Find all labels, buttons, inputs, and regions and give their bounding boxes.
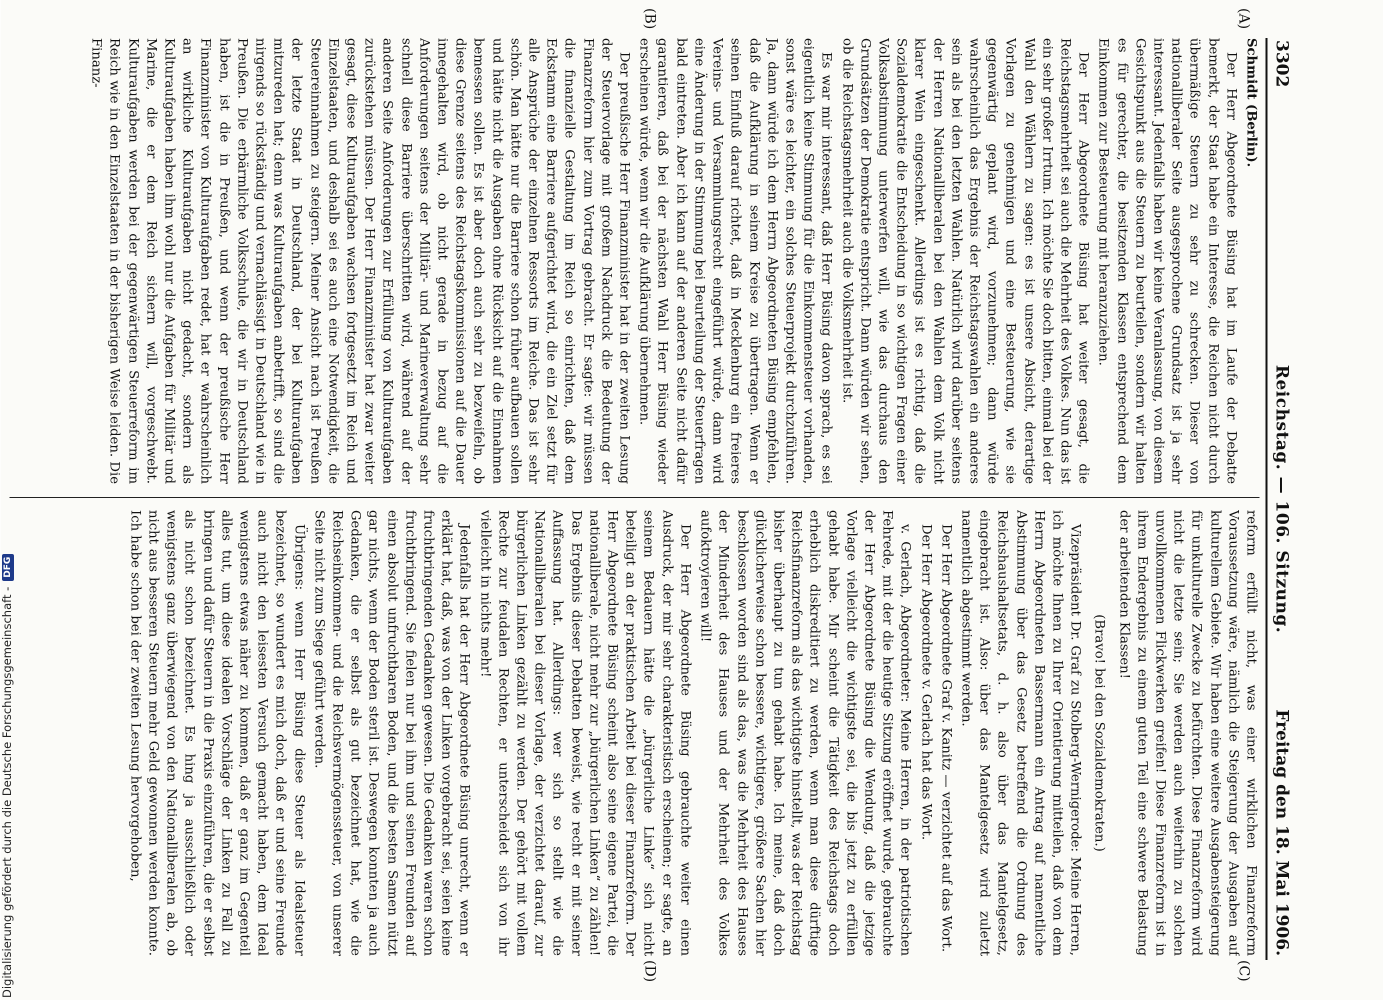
- paragraph: Der Herr Abgeordnete Büsing hat im Laufe der Debatte bemerkt, der Staat habe ein Interesse, die Reichen nicht durch übermäßige Steuern zu sehr zu schrecken. Dieser von nationalliberaler Seite ausgesprochene Grundsatz ist ja sehr interessant. Jedenfalls haben wir keine Veranlassung, von diesem Gesichtspunkt aus die Steuern zu beurteilen, sondern wir halten es für gerechter, die besitzenden Klassen entsprechend dem Einkommen zur Besteuerung mit heranzuziehen.: [1095, 38, 1238, 484]
- paragraph: Vizepräsident Dr. Graf zu Stolberg-Wernigerode: Meine Herren, ich möchte Ihnen zu Ihrer Orientierung mitteilen, daß von dem Herrn Abgeordneten Bassermann ein Antrag auf namentliche Abstimmung über das Gesetz betreffend die Ordnung des Reichshaushaltsetats, d. h. also über das Mantelgesetz, eingebracht ist. Also: über das Mantelgesetz wird zuletzt namentlich abgestimmt werden.: [957, 510, 1083, 956]
- page-title: Reichstag. — 106. Sitzung.: [1271, 364, 1291, 634]
- dfg-logo: DFG: [2, 554, 14, 581]
- paragraph: Der preußische Herr Finanzminister hat in der zweiten Lesung der Steuervorlage mit großem Nachdruck die Bedeutung der Finanzreform hier zum Vortrag gebracht. Er sagte: wir müssen die finanzielle Gestaltung im Reich so einrichten, daß dem Eckstamm eine Barriere aufgerichtet wird, die ein Ziel setzt für alle Ansprüche der einzelnen Ressorts im Reiche. Das ist sehr schön. Man hätte nur die Barriere schon früher aufbauen sollen und hätte nicht die Ausgaben ohne Rücksicht auf die Einnahmen bemessen sollen. Es ist aber doch auch sehr zu bezweifeln, ob diese Grenze seitens des Reichstagskommissionen auf die Dauer innegehalten wird, ob nicht gerade in bezug auf die Anforderungen seitens der Militär- und Marineverwaltung sehr schnell diese Barriere überschritten wird, während auf der anderen Seite Anforderungen zur Erfüllung von Kulturaufgaben zurückstehen müssen. Der Herr Finanzminister hat zwar weiter gesagt, diese Kulturaufgaben wachsen fortgesetzt im Reich und Einzelstaaten, und deshalb sei es auch eine Notwendigkeit, die Steuereinnahmen zu steigern. Meiner Ansicht nach ist Preußen der letzte Staat in Deutschland, der bei Kulturaufgaben mitzureden hat; denn was Kulturaufgaben anbetrifft, so sind die nirgends so rückständig und vernachlässigt in Deutschland wie in Preußen. Die erbärmliche Volksschule, die wir in Deutschland haben, ist die in Preußen, und wenn der preußische Herr Finanzminister von Kulturaufgaben redet, hat er wahrscheinlich an wirkliche Kulturaufgaben nicht gedacht, sondern als Kulturaufgaben haben ihm wohl nur die Aufgaben für Militär und Marine, die er dem Reich sichern will, vorgeschwebt. Kulturaufgaben werden bei der gegenwärtigen Steuerreform im Reich wie in den Einzelstaaten in der bisherigen Weise leiden. Die Finanz-: [88, 38, 632, 484]
- margin-marker-b: (B): [641, 8, 657, 30]
- column-divider: [9, 497, 1259, 498]
- page-header: [1265, 38, 1297, 960]
- paragraph: Der Herr Abgeordnete v. Gerlach hat das Wort.: [917, 524, 933, 841]
- session-date: Freitag den 18. Mai 1906.: [1271, 709, 1291, 956]
- paragraph: Es war mir interessant, daß Herr Büsing davon sprach, es sei eigentlich keine Stimmung für die Einkommensteuer vorhanden, sonst wäre es leichter, ein solches Steuerprojekt durchzuführen. Ja, dann würde ich dem Herrn Abgeordneten Büsing empfehlen, daß die Aufklärung in seinem Kreise zu übertragen. Wenn er seinen Einfluß darauf richtet, daß in Mecklenburg ein freieres Vereins- und Versammlungsrecht eingeführt würde, dann wird eine Änderung in der Stimmung bei Beurteilung der Steuerfragen bald eintreten. Aber ich kann auf der anderen Seite nicht dafür garantieren, daß bei der nächsten Wahl Herr Büsing wieder erscheinen würde, wenn wir die Aufklärung übernehmen.: [636, 38, 834, 484]
- applause-note: (Bravo! bei den Sozialdemokraten.): [1091, 614, 1107, 852]
- paragraph: v. Gerlach, Abgeordneter: Meine Herren, in der patriotischen Fehrede, mit der die heutige Sitzung eröffnet wurde, gebrauchte der Herr Abgeordnete Büsing die Wendung, daß die jetzige Vorlage vielleicht die wichtigste sei, die bis jetzt zu erfüllen gehabt habe. Mir scheint die Tätigkeit des Reichstags doch erheblich diskreditiert zu werden, wenn man diese dürftige Reichsfinanzreform als das wichtigste hinstellt, was der Reichstag bisher überhaupt zu tun gehabt habe. Ich meine, daß doch glücklicherweise schon bessere, wichtigere, größere Sachen hier beschlossen worden sind als das, was die Mehrheit des Hauses der Minderheit des Hauses und der Mehrheit des Volkes aufoktroyieren will!: [697, 510, 913, 956]
- page-number: 3302: [1271, 40, 1291, 88]
- margin-marker-d: (D): [641, 960, 657, 983]
- margin-marker-c: (C): [1235, 960, 1251, 982]
- paragraph: Jedenfalls hat der Herr Abgeordnete Büsing unrecht, wenn er erklärt hat, daß, was von der Linken vorgebracht sei, seien keine fruchtbringenden Gedanken gewesen. Die Gedanken waren schon fruchtbringend. Sie fielen nur bei ihm und seinen Freunden auf einen absolut unfruchtbaren Boden, und die besten Samen nützt gar nichts, wenn der Boden steril ist. Deswegen konnten ja auch Gedanken, die er selbst als gut bezeichnet hat, wie die Reichseinkommen- und die Reichsvermögenssteuer, von unserer Seite nicht zum Siege geführt werden.: [310, 510, 472, 956]
- margin-marker-a: (A): [1235, 8, 1251, 30]
- left-column: [9, 38, 1259, 484]
- paragraph: reform erfüllt nicht, was einer wirklichen Finanzreform Voraussetzung wäre, nämlich die Steigerung der Ausgaben auf kulturellem Gebiete. Wir haben eine weitere Ausgabensteigerung für unkulturelle Zwecke zu befürchten. Diese Finanzreform wird nicht die letzte sein; Sie werden auch weiterhin zu solchen unvollkommenen Flickwerken greifen! Diese Finanzreform ist in ihrem Endergebnis zu einem guten Teil eine schwere Belastung der arbeitenden Klassen!: [1115, 510, 1258, 956]
- paragraph: Der Herr Abgeordnete Graf v. Kanitz — verzichtet auf das Wort.: [937, 524, 953, 953]
- speaker-heading: Schmidt (Berlin).: [1243, 38, 1258, 168]
- page-content: [7, 8, 1297, 983]
- paragraph: Übrigens: wenn Herr Büsing diese Steuer als Idealsteuer bezeichnet, so wundert es mich doch, daß er und seine Freunde auch nicht den leisesten Versuch gemacht haben, dem Ideal wenigstens etwas näher zu kommen, daß er ganz im Gegenteil alles tut, um diese idealen Vorschläge der Linken zu Fall zu bringen und dafür Steuern in die Praxis einzuführen, die er selbst als nicht schon bezeichnet. Es hing ja ausschließlich oder wenigstens ganz überwiegend von den Nationalliberalen ab, ob nicht aus besseren Steuern mehr Geld gewonnen werden konnte. Ich habe schon bei der zweiten Lesung hervorgehoben,: [126, 510, 306, 956]
- paragraph: Der Herr Abgeordnete Büsing gebrauchte weiter einen Ausdruck, der mir sehr charakteristisch erscheinen; er sagte, an seinem Bedauern hätte die „bürgerliche Linke“ sich nicht beteiligt an der praktischen Arbeit bei dieser Finanzreform. Der Herr Abgeordnete Büsing scheint also seine eigene Partei, die nationalliberale, nicht mehr zur „bürgerlichen Linken“ zu zählen! Das Ergebnis dieser Debatten beweist, wie recht er mit seiner Auffassung hat. Allerdings: wer sich so stellt wie die Nationalliberalen bei dieser Vorlage, der verzichtet darauf, zur bürgerlichen Linken gezählt zu werden. Der gehört mit vollem Rechte zur feudalen Rechten, er unterscheidet sich von ihr vielleicht in nichts mehr!: [476, 510, 692, 956]
- paragraph: Der Herr Abgeordnete Büsing hat weiter gesagt, die Reichstagsmehrheit sei auch die Mehrheit des Volkes. Nun das ist ein sehr großer Irrtum. Ich möchte Sie doch bitten, einmal bei der Wahl den Wählern zu sagen: es ist unsere Absicht, derartige Vorlagen zu genehmigen und eine Besteuerung, wie sie gegenwärtig geplant wird, vorzunehmen; dann würde wahrscheinlich das Ergebnis der Reichstagswahlen ein anderes sein als bei den letzten Wahlen. Natürlich wird darüber seitens der Herren Nationalliberalen bei den Wahlen dem Volk nicht klarer Wein eingeschenkt. Allerdings ist es richtig, daß die Sozialdemokratie die Entscheidung in so wichtigen Fragen einer Volksabstimmung unterwerfen will, wie das durchaus den Grundsätzen der Demokratie entspricht. Dann würden wir sehen, ob die Reichstagsmehrheit auch die Volksmehrheit ist.: [838, 38, 1091, 484]
- credit-text: Digitalisierung gefördert durch die Deutsche Forschungsgemeinschaft -: [0, 586, 14, 998]
- right-column: [9, 510, 1259, 956]
